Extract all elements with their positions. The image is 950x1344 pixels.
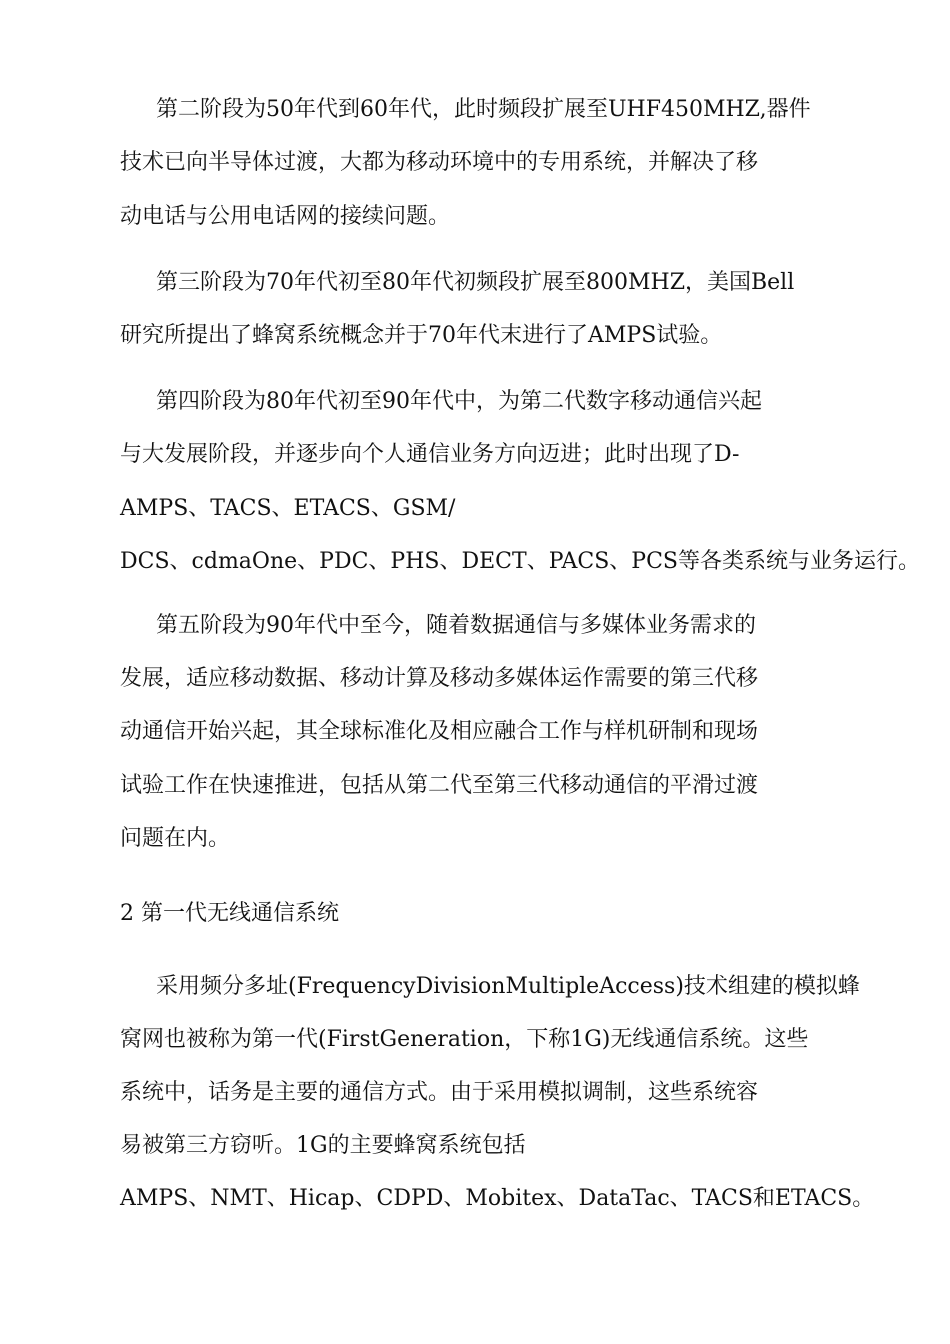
paragraph-1g-line2: 窝网也被称为第一代(FirstGeneration，下称1G)无线通信系统。这些: [120, 1027, 809, 1052]
paragraph-stage5-line1: 第五阶段为90年代中至今，随着数据通信与多媒体业务需求的: [156, 613, 756, 638]
paragraph-stage4-line2: 与大发展阶段，并逐步向个人通信业务方向迈进；此时出现了D-: [120, 442, 740, 467]
paragraph-stage4-line3: AMPS、TACS、ETACS、GSM/: [120, 496, 456, 521]
paragraph-stage2-line1: 第二阶段为50年代到60年代，此时频段扩展至UHF450MHZ,器件: [156, 97, 811, 122]
paragraph-stage4-line4: DCS、cdmaOne、PDC、PHS、DECT、PACS、PCS等各类系统与业务运行。: [120, 549, 920, 574]
paragraph-stage3-line1: 第三阶段为70年代初至80年代初频段扩展至800MHZ，美国Bell: [156, 270, 795, 295]
section-heading: 2 第一代无线通信系统: [120, 901, 339, 926]
paragraph-1g-line5: AMPS、NMT、Hicap、CDPD、Mobitex、DataTac、TACS和ETACS。: [120, 1186, 875, 1211]
paragraph-stage5-line4: 试验工作在快速推进，包括从第二代至第三代移动通信的平滑过渡: [120, 773, 759, 798]
paragraph-stage5-line2: 发展，适应移动数据、移动计算及移动多媒体运作需要的第三代移: [120, 666, 759, 691]
paragraph-stage4-line1: 第四阶段为80年代初至90年代中，为第二代数字移动通信兴起: [156, 389, 762, 414]
paragraph-stage5-line3: 动通信开始兴起，其全球标准化及相应融合工作与样机研制和现场: [120, 719, 759, 744]
paragraph-stage2-line2: 技术已向半导体过渡，大都为移动环境中的专用系统，并解决了移: [120, 150, 759, 175]
paragraph-1g-line3: 系统中，话务是主要的通信方式。由于采用模拟调制，这些系统容: [120, 1080, 759, 1105]
paragraph-1g-line4: 易被第三方窃听。1G的主要蜂窝系统包括: [120, 1133, 526, 1158]
paragraph-1g-line1: 采用频分多址(FrequencyDivisionMultipleAccess)技术组建的模拟蜂: [156, 974, 860, 999]
paragraph-stage3-line2: 研究所提出了蜂窝系统概念并于70年代末进行了AMPS试验。: [120, 323, 723, 348]
paragraph-stage5-line5: 问题在内。: [120, 826, 231, 851]
paragraph-stage2-line3: 动电话与公用电话网的接续问题。: [120, 204, 451, 229]
